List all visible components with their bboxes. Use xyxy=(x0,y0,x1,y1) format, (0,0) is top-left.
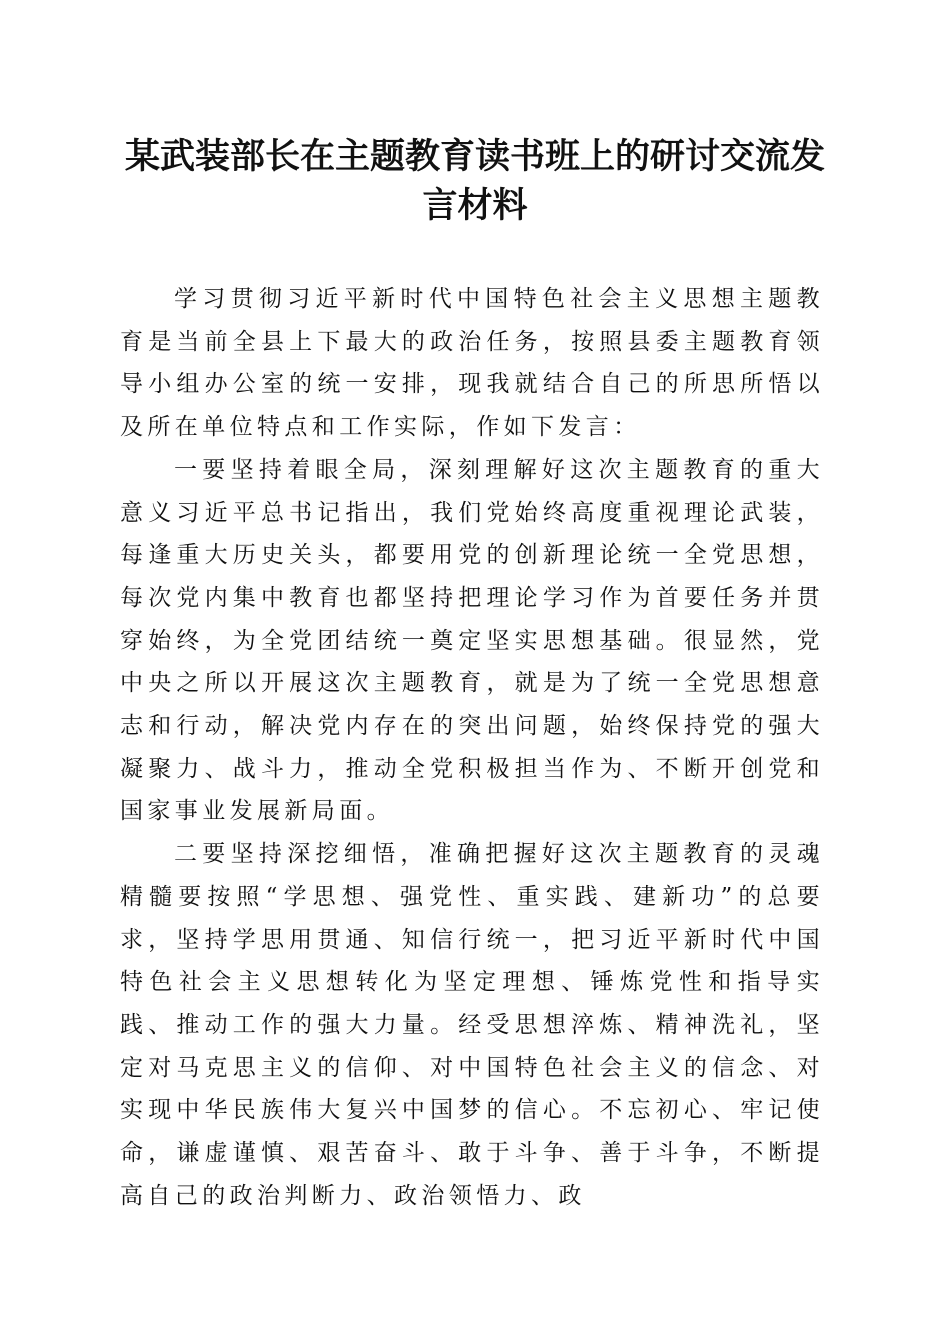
paragraph-point-one: 一要坚持着眼全局，深刻理解好这次主题教育的重大意义习近平总书记指出，我们党始终高度重视理论武装，每逢重大历史关头，都要用党的创新理论统一全党思想，每次党内集中教育也都坚持把理论学习作为首要任务并贯穿始终，为全党团结统一奠定坚实思想基础。很显然，党中央之所以开展这次主题教育，就是为了统一全党思想意志和行动，解决党内存在的突出问题，始终保持党的强大凝聚力、战斗力，推动全党积极担当作为、不断开创党和国家事业发展新局面。 xyxy=(120,456,824,825)
document-body xyxy=(120,278,824,1217)
document-title: 某武装部长在主题教育读书班上的研讨交流发言材料 xyxy=(124,136,825,226)
paragraph-point-two: 二要坚持深挖细悟，准确把握好这次主题教育的灵魂精髓要按照“学思想、强党性、重实践、建新功”的总要求，坚持学思用贯通、知信行统一，把习近平新时代中国特色社会主义思想转化为坚定理想、锤炼党性和指导实践、推动工作的强大力量。经受思想淬炼、精神洗礼，坚定对马克思主义的信仰、对中国特色社会主义的信念、对实现中华民族伟大复兴中国梦的信心。不忘初心、牢记使命，谦虚谨慎、艰苦奋斗、敢于斗争、善于斗争，不断提高自己的政治判断力、政治领悟力、政 xyxy=(120,841,824,1209)
paragraph-intro: 学习贯彻习近平新时代中国特色社会主义思想主题教育是当前全县上下最大的政治任务，按照县委主题教育领导小组办公室的统一安排，现我就结合自己的所思所悟以及所在单位特点和工作实际，作如下发言： xyxy=(120,286,824,441)
